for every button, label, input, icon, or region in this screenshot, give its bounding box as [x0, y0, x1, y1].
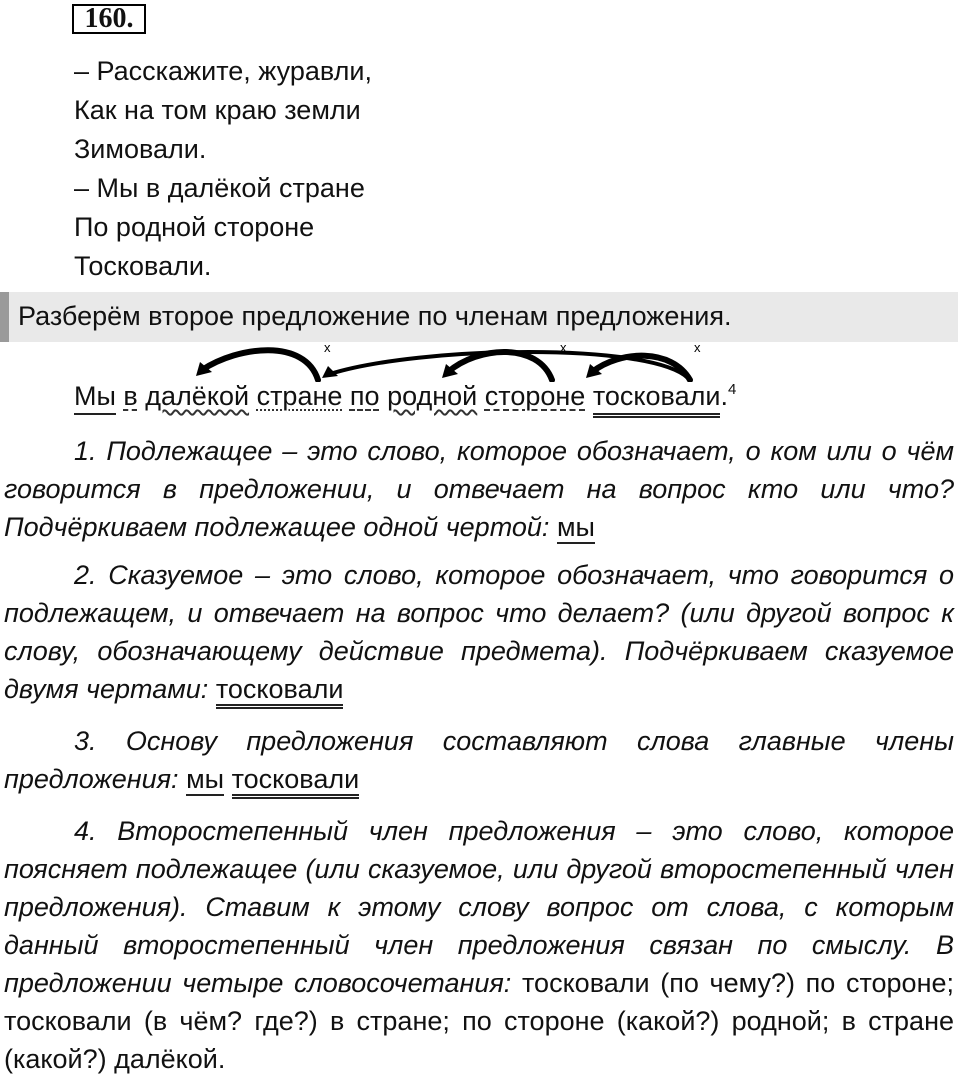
- poem-line: – Расскажите, журавли,: [74, 56, 372, 86]
- paragraph-secondary: [4, 812, 954, 1078]
- task-instruction: Разберём второе предложение по членам предложения.: [0, 292, 958, 342]
- sentence-period: .: [720, 381, 728, 411]
- answer-basis-subject: мы: [186, 764, 225, 794]
- predicate-word: тосковали: [593, 379, 721, 418]
- answer-phrases: тосковали (по чему?) по стороне; тосковали (в чём? где?) в стране; по стороне (какой?) родной; в стране (какой?) далёкой.: [4, 968, 954, 1074]
- arrow-mark: x: [694, 340, 701, 355]
- paragraph-text: 1. Подлежащее – это слово, которое обозначает, о ком или о чём говорится в предложении, и отвечает на вопрос кто или что? Подчёркиваем подлежащее одной чертой:: [4, 436, 954, 542]
- parsed-sentence: [74, 376, 736, 418]
- adverbial-word: стране: [256, 381, 343, 411]
- arrow-mark: x: [560, 340, 567, 355]
- answer-predicate: тосковали: [216, 674, 344, 709]
- paragraph-text: 3. Основу предложения составляют слова главные члены предложения:: [4, 726, 954, 794]
- poem-line: Зимовали.: [74, 134, 207, 164]
- paragraph-predicate: [4, 556, 954, 708]
- paragraph-basis: [4, 722, 954, 798]
- object-word: стороне: [484, 381, 586, 411]
- paragraph-text: 4. Второстепенный член предложения – это слово, которое поясняет подлежащее (или сказуемое, или другой второстепенный член предложения). Ставим к этому слову вопрос от слова, с которым данный второстепенный член предложения связан по смыслу. В предложении четыре словосочетания:: [4, 816, 954, 998]
- arrow-mark: x: [324, 340, 331, 355]
- answer-basis-predicate: тосковали: [232, 764, 360, 799]
- paragraph-text: 2. Сказуемое – это слово, которое обозначает, что говорится о подлежащем, и отвечает на вопрос что делает? (или другой вопрос к слову, обозначающему действие предмета). Подчёркиваем сказуемое двумя чертами:: [4, 560, 954, 704]
- poem: [74, 52, 372, 286]
- attribute-word: далёкой: [145, 381, 250, 411]
- attribute-word: родной: [387, 381, 478, 411]
- preposition-word: по: [349, 381, 380, 411]
- poem-line: По родной стороне: [74, 212, 315, 242]
- poem-line: Как на том краю земли: [74, 95, 361, 125]
- answer-subject: мы: [556, 512, 595, 542]
- preposition-word: в: [123, 381, 138, 411]
- footnote-mark: 4: [727, 381, 737, 398]
- subject-word: Мы: [74, 379, 116, 415]
- poem-line: Тосковали.: [74, 251, 212, 281]
- poem-line: – Мы в далёкой стране: [74, 173, 365, 203]
- exercise-number: 160.: [72, 4, 146, 34]
- paragraph-subject: [4, 432, 954, 546]
